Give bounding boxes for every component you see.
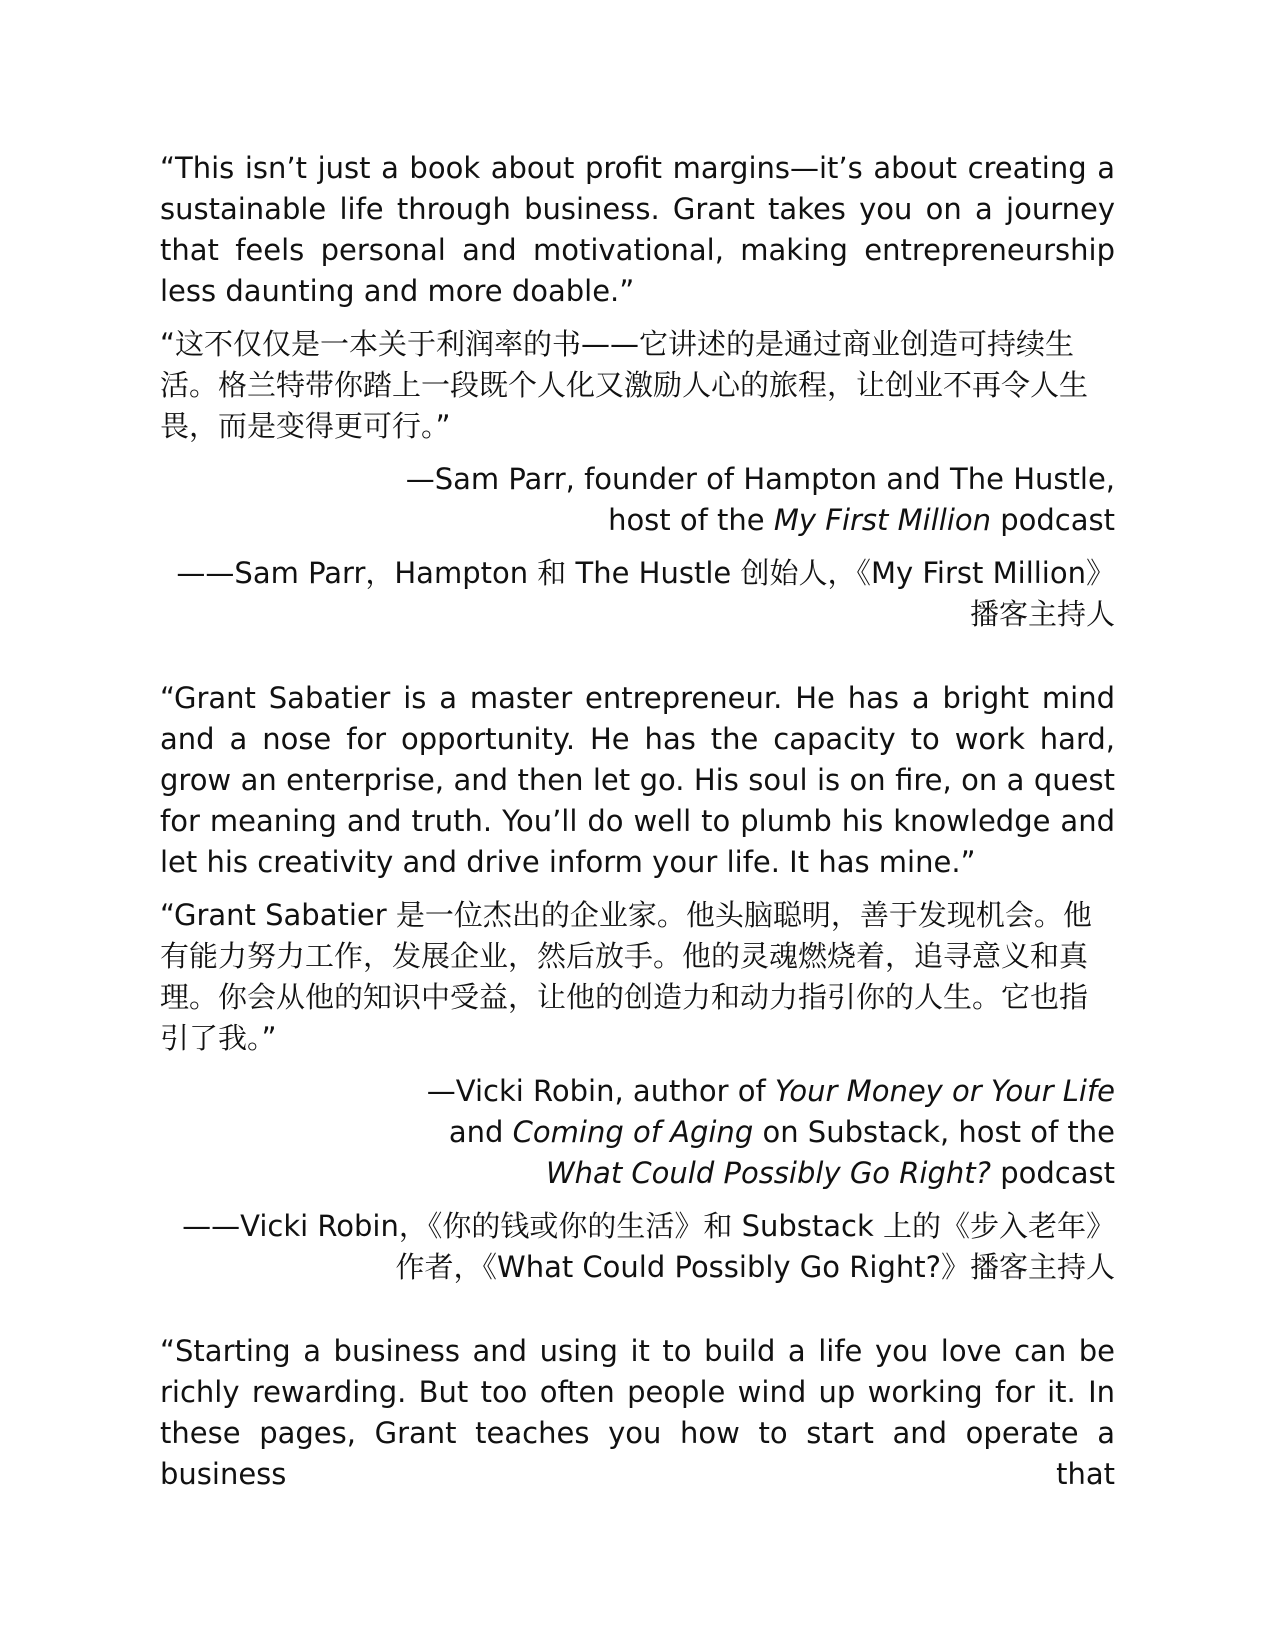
quote-chinese: “Grant Sabatier 是一位杰出的企业家。他头脑聪明，善于发现机会。他有能力努力工作，发展企业，然后放手。他的灵魂燃烧着，追寻意义和真理。你会从他的知识中受益，让他的创造力和动力指引你的人生。它也指引了我。” bbox=[160, 898, 1092, 1055]
attribution-line bbox=[375, 1071, 1115, 1194]
quote-english: “This isn’t just a book about profit margins—it’s about creating a sustainable life through business. Grant takes you on a journey that feels personal and motivational, making entrepreneurship less daunting and more doable.” bbox=[160, 151, 1115, 308]
attribution-text: on Substack, host of the bbox=[753, 1115, 1115, 1149]
attribution-chinese bbox=[160, 553, 1115, 635]
attribution-english bbox=[160, 459, 1115, 541]
attribution-text: and bbox=[448, 1115, 513, 1149]
endorsement-vicki-robin bbox=[160, 678, 1115, 1288]
attribution-chinese-text: ——Sam Parr，Hampton 和 The Hustle 创始人，《My First Million》播客主持人 bbox=[176, 556, 1115, 631]
quote-english: “Starting a business and using it to build a life you love can be richly rewarding. But too often people wind up working for it. In these pages, Grant teaches you how to start and operate a business that bbox=[160, 1334, 1115, 1491]
endorsement-sam-parr bbox=[160, 148, 1115, 635]
attribution-english bbox=[160, 1071, 1115, 1194]
quote-english: “Grant Sabatier is a master entrepreneur. He has a bright mind and a nose for opportunity. He has the capacity to work hard, grow an enterprise, and then let go. His soul is on fire, on a quest for meaning and truth. You’ll do well to plumb his knowledge and let his creativity and drive inform your life. It has mine.” bbox=[160, 681, 1115, 879]
attribution-line bbox=[335, 459, 1115, 541]
attribution-text: podcast bbox=[991, 1156, 1115, 1190]
quote-chinese: “这不仅仅是一本关于利润率的书——它讲述的是通过商业创造可持续生活。格兰特带你踏上一段既个人化又激励人心的旅程，让创业不再令人生畏，而是变得更可行。” bbox=[160, 327, 1089, 443]
book-title: Your Money or Your Life bbox=[774, 1074, 1115, 1108]
podcast-title: What Could Possibly Go Right? bbox=[546, 1156, 992, 1190]
substack-title: Coming of Aging bbox=[512, 1115, 754, 1149]
podcast-title: My First Million bbox=[773, 503, 992, 537]
endorsement-third bbox=[160, 1331, 1115, 1495]
attribution-text: podcast bbox=[991, 503, 1115, 537]
attribution-text: —Sam Parr, founder of Hampton and The Hustle, host of the bbox=[405, 462, 1115, 537]
attribution-chinese-text: ——Vicki Robin，《你的钱或你的生活》和 Substack 上的《步入老年》作者，《What Could Possibly Go Right?》播客主持人 bbox=[182, 1209, 1115, 1284]
attribution-chinese bbox=[160, 1206, 1115, 1288]
attribution-text: —Vicki Robin, author of bbox=[426, 1074, 775, 1108]
endorsements-section bbox=[160, 148, 1115, 1495]
